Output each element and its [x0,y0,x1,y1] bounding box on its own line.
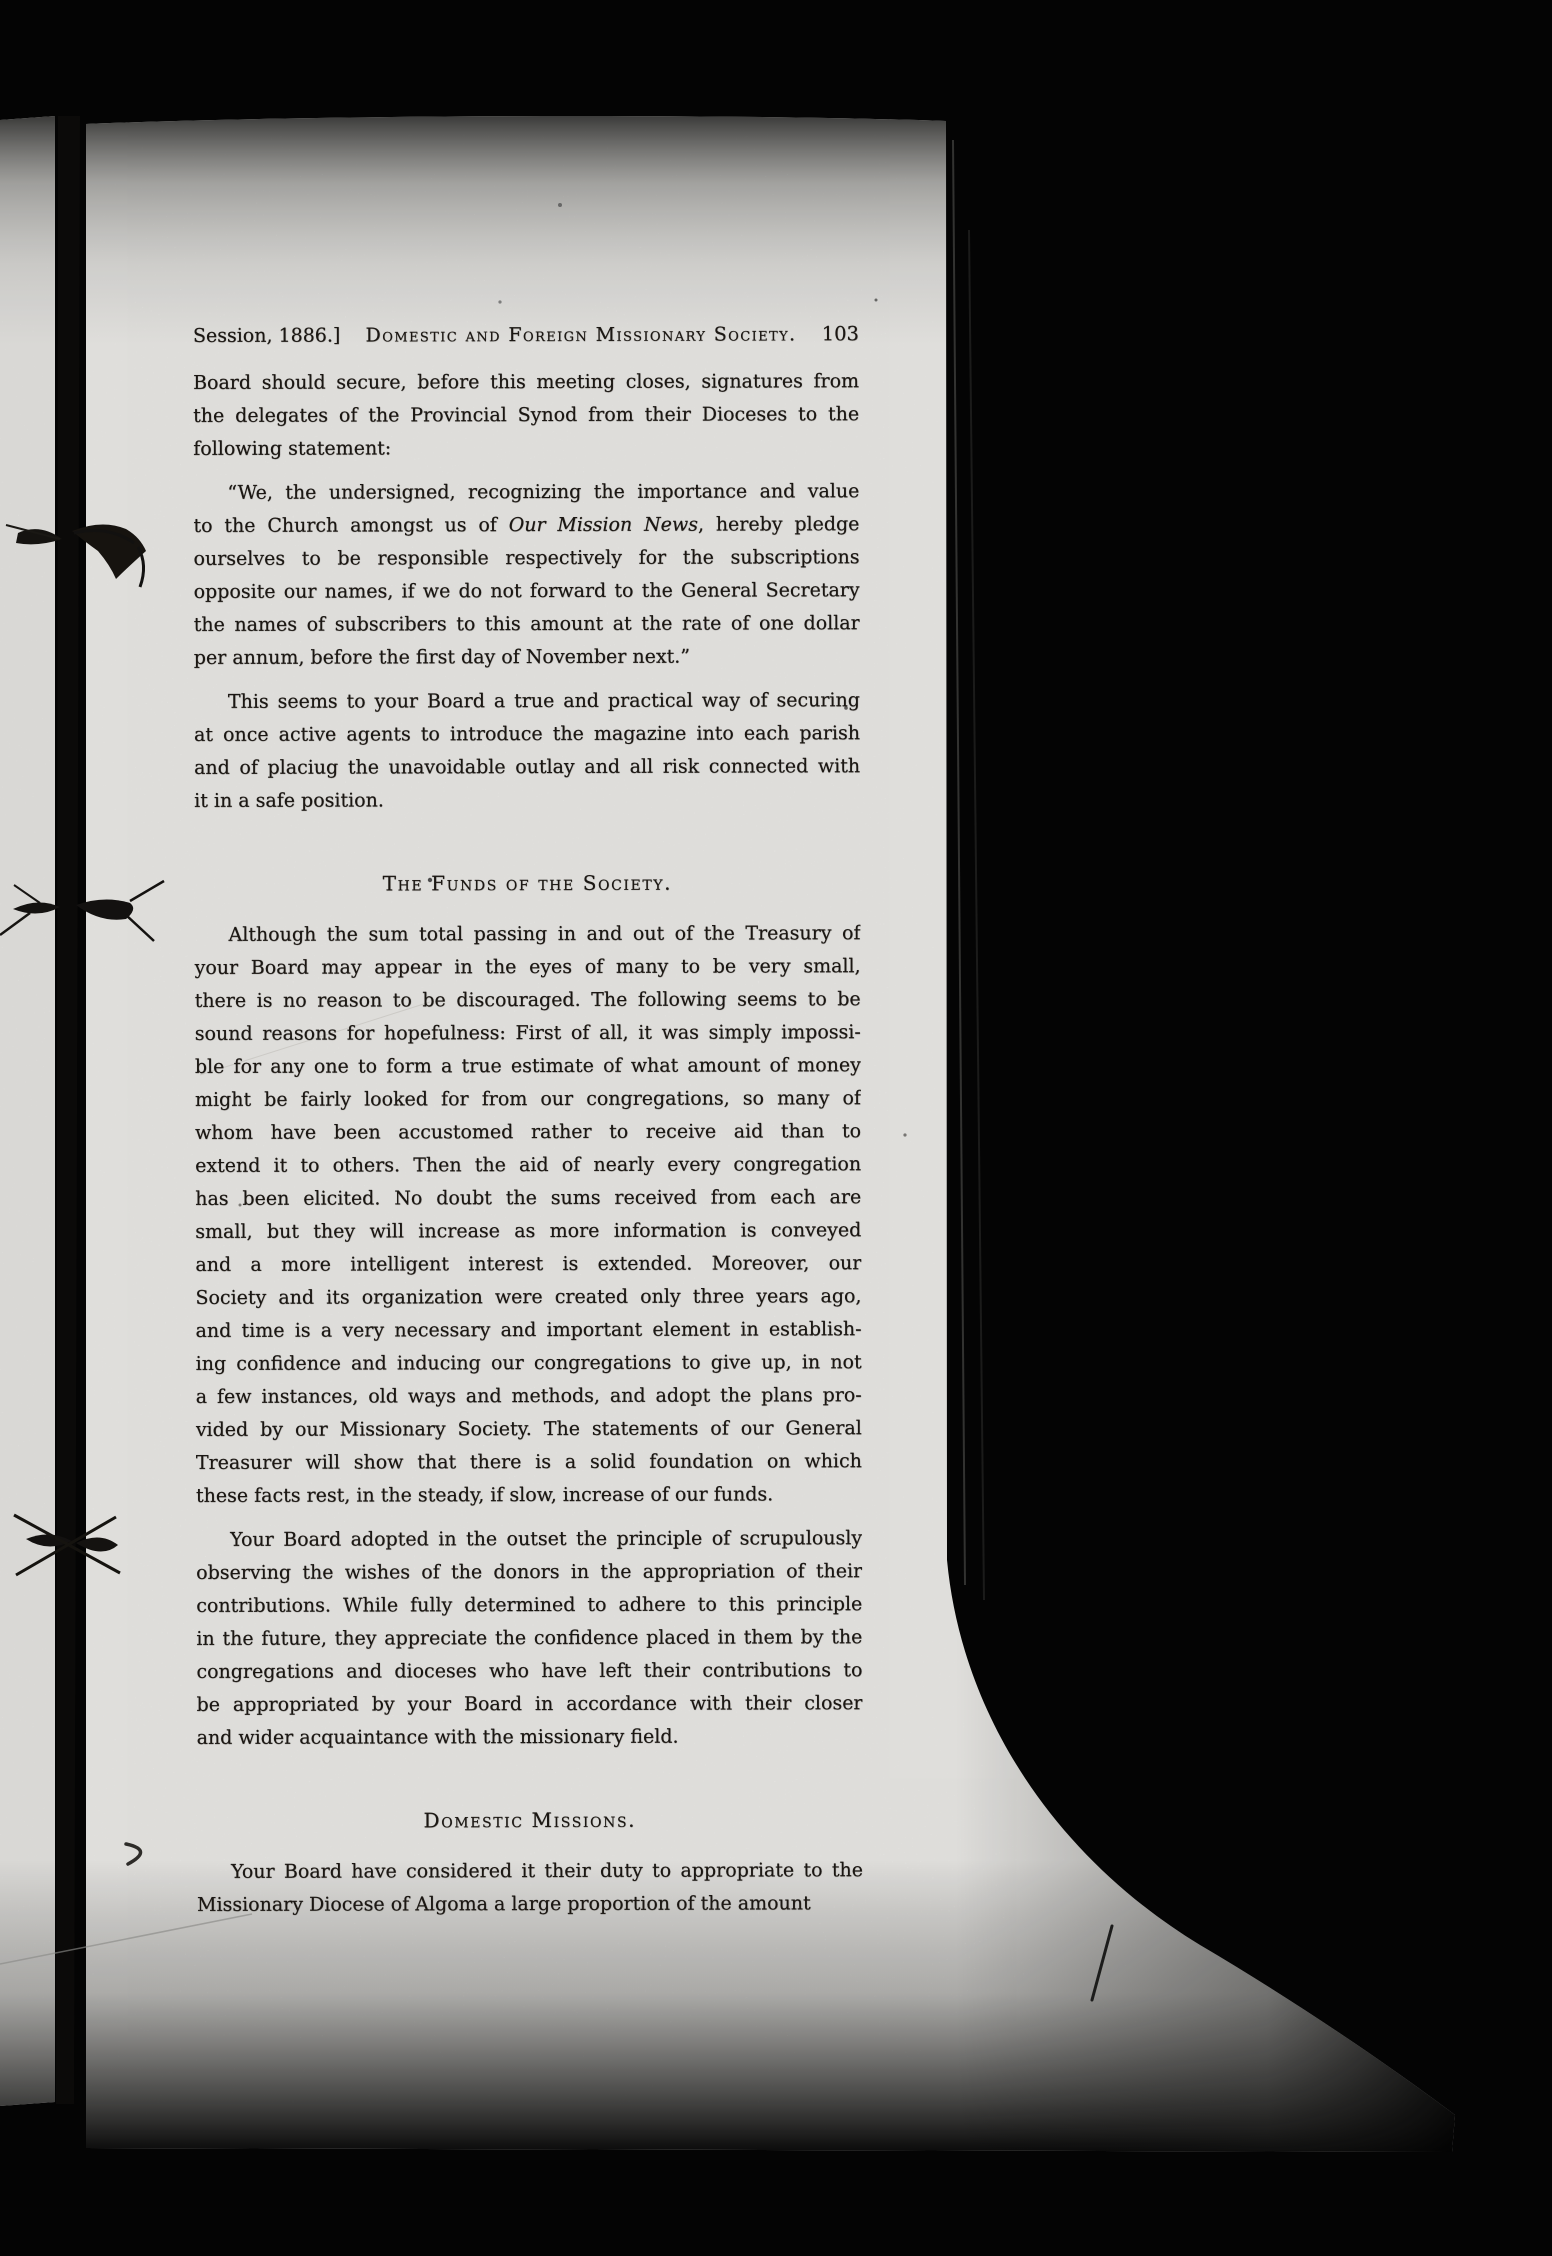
text-line: these facts rest, in the steady, if slow, increase of our funds. [195,1483,774,1507]
text-line: a few instances, old ways and methods, and adopt the plans pro- [195,1384,862,1408]
page-header [193,317,859,353]
section-heading: The Funds of the Society. [382,870,673,896]
text-line: Treasurer will show that there is a solid foundation on which [195,1450,862,1474]
page-number: 103 [821,322,859,346]
text-line: observing the wishes of the donors in the appropriation of their [196,1560,863,1584]
text-line: Although the sum total passing in and out of the Treasury of [228,922,861,946]
text-line: per annum, before the first day of November next.” [193,645,691,669]
page-text [193,317,863,1933]
text-line: and a more intelligent interest is extended. Moreover, our [195,1252,862,1276]
speck [875,299,878,302]
page-edge-line [953,140,965,1585]
text-line: “We, the undersigned, recognizing the importance and value [227,480,860,504]
text-line: This seems to your Board a true and practical way of securing [227,689,860,713]
speck [498,300,501,303]
text-line: and time is a very necessary and important element in establish- [195,1318,862,1342]
text-line: Missionary Diocese of Algoma a large proportion of the amount [197,1892,811,1916]
text-line: Society and its organization were created only three years ago, [195,1285,862,1309]
text-line: the delegates of the Provincial Synod from their Dioceses to the [193,403,860,427]
paragraph [193,475,860,675]
text-line: your Board may appear in the eyes of many to be very small, [194,955,861,979]
text-line: in the future, they appreciate the confidence placed in them by the [196,1626,863,1650]
text-line: whom have been accustomed rather to receive aid than to [194,1120,862,1144]
speck [558,203,562,207]
text-line: ourselves to be responsible respectively for the subscriptions [193,546,860,570]
text-line: it in a safe position. [194,789,384,812]
paragraph [194,917,862,1513]
text-line: congregations and dioceses who have left their contributions to [196,1659,863,1683]
binding-line [56,116,80,2104]
text-line: ble for any one to form a true estimate of what amount of money [194,1054,861,1078]
text-line: contributions. While fully determined to adhere to this principle [196,1593,863,1617]
text-line: extend it to others. Then the aid of nearly every congregation [195,1153,862,1177]
running-title: Domestic and Foreign Missionary Society. [365,323,797,347]
page-edge-line [969,230,984,1600]
speck [903,1133,906,1136]
paragraph [194,684,860,818]
text-line: opposite our names, if we do not forward to the General Secretary [193,579,860,603]
text-line: ing confidence and inducing our congregations to give up, in not [195,1351,862,1375]
paragraph [197,1854,863,1922]
text-line: Board should secure, before this meeting closes, signatures from [193,370,860,394]
text-line: Your Board have considered it their duty to appropriate to the [230,1859,863,1883]
text-line: vided by our Missionary Society. The statements of our General [195,1417,862,1441]
text-line: be appropriated by your Board in accordance with their closer [196,1692,863,1716]
text-line: there is no reason to be discouraged. The following seems to be [194,988,861,1012]
section-heading: Domestic Missions. [423,1807,637,1833]
text-line: Your Board adopted in the outset the principle of scrupulously [230,1527,863,1551]
text-line: has been elicited. No doubt the sums received from each are [195,1186,862,1210]
paragraph [193,365,859,466]
text-line: small, but they will increase as more information is conveyed [195,1219,862,1243]
page-body [193,365,863,1922]
text-line: sound reasons for hopefulness: First of all, it was simply impossi- [194,1021,861,1045]
text-line: following statement: [193,437,392,460]
session-label: Session, 1886.] [192,324,341,347]
text-line: and wider acquaintance with the missionary field. [196,1725,679,1749]
text-line: the names of subscribers to this amount at the rate of one dollar [193,612,860,636]
text-line: to the Church amongst us of Our Mission News, hereby pledge [193,513,860,537]
paragraph [196,1522,863,1755]
text-line: and of placiug the unavoidable outlay and all risk connected with [194,755,861,779]
text-line: at once active agents to introduce the magazine into each parish [193,722,861,746]
text-line: might be fairly looked for from our congregations, so many of [194,1087,861,1111]
